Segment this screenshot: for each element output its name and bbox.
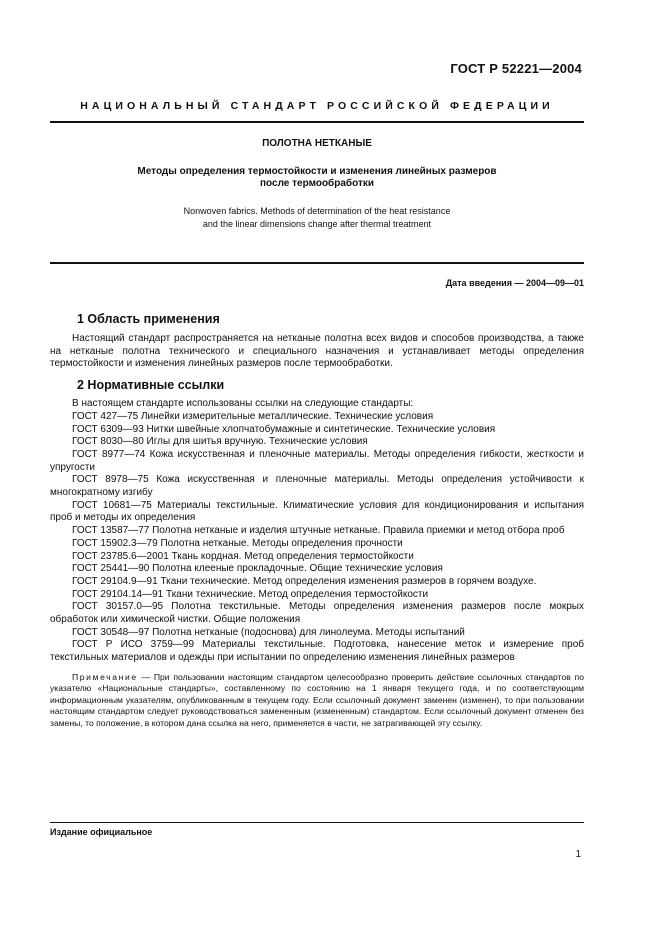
footer-rule: [50, 822, 584, 823]
english-title: [80, 205, 554, 230]
reference-item: ГОСТ 23785.6—2001 Ткань кордная. Метод определения термостойкости: [72, 550, 414, 562]
page-number: 1: [575, 849, 581, 860]
english-title-line-2: and the linear dimensions change after thermal treatment: [202, 218, 432, 229]
section-1-heading: 1 Область применения: [77, 312, 220, 326]
note-text: — При пользовании настоящим стандартом целесообразно проверить действие ссылочных стандартов по указателю «Национальные стандарты», составленному по состоянию на 1 января текущего года, и по соответствующим информационным указателям, опубликованным в текущем году. Если ссылочный документ заменен (изменен), то при пользовании настоящим стандартом следует руководствоваться замененным (измененным) стандартом. Если ссылочный документ отменен без замены, то положение, в котором дана ссылка на него, применяется в части, не затрагивающей эту ссылку.: [50, 671, 584, 728]
document-title: ПОЛОТНА НЕТКАНЫЕ: [262, 138, 372, 149]
note-label: Примечание: [72, 671, 138, 682]
reference-item: ГОСТ 427—75 Линейки измерительные металлические. Технические условия: [72, 410, 434, 422]
reference-item: ГОСТ 6309—93 Нитки швейные хлопчатобумажные и синтетические. Технические условия: [72, 423, 496, 435]
standard-number: ГОСТ Р 52221—2004: [450, 61, 582, 76]
reference-item: ГОСТ 29104.9—91 Ткани технические. Метод определения изменения размеров в горячем воздухе.: [72, 575, 537, 587]
reference-item: ГОСТ 8977—74 Кожа искусственная и пленочные материалы. Методы определения гибкости, жесткости и упругости: [50, 448, 584, 473]
reference-item: ГОСТ 10681—75 Материалы текстильные. Климатические условия для кондиционирования и испытания проб и методы их определения: [50, 499, 584, 524]
references-intro: В настоящем стандарте использованы ссылки на следующие стандарты:: [72, 398, 414, 410]
reference-item: ГОСТ 29104.14—91 Ткани технические. Метод определения термостойкости: [72, 588, 429, 600]
introduction-date: Дата введения — 2004—09—01: [445, 278, 584, 288]
top-rule: [50, 121, 584, 123]
section-1-text: Настоящий стандарт распространяется на нетканые полотна всех видов и способов производства, а также на нетканые полотна технического и специального назначения и устанавливает методы определения термостойкости и изменения линейных размеров после термообработки.: [50, 333, 584, 370]
subtitle-line-2: после термообработки: [260, 178, 374, 189]
middle-rule: [50, 262, 584, 264]
national-standard-banner: НАЦИОНАЛЬНЫЙ СТАНДАРТ РОССИЙСКОЙ ФЕДЕРАЦИИ: [80, 100, 554, 112]
reference-item: ГОСТ 8978—75 Кожа искусственная и пленочные материалы. Методы определения устойчивости к многократному изгибу: [50, 474, 584, 499]
section-2-heading: 2 Нормативные ссылки: [77, 378, 225, 393]
reference-item: ГОСТ 30157.0—95 Полотна текстильные. Методы определения изменения размеров после мокрых обработок или химической чистки. Общие положения: [50, 601, 584, 626]
edition-label: Издание официальное: [50, 827, 153, 837]
reference-item: ГОСТ 15902.3—79 Полотна нетканые. Методы определения прочности: [72, 537, 403, 549]
subtitle-line-1: Методы определения термостойкости и изменения линейных размеров: [137, 166, 497, 177]
reference-item: ГОСТ 25441—90 Полотна клееные прокладочные. Общие технические условия: [72, 563, 443, 575]
reference-item: ГОСТ 8030—80 Иглы для шитья вручную. Технические условия: [72, 436, 368, 448]
reference-item: ГОСТ 30548—97 Полотна нетканые (подоснова) для линолеума. Методы испытаний: [72, 626, 465, 638]
document-body: [50, 311, 584, 729]
reference-item: ГОСТ 13587—77 Полотна нетканые и изделия штучные нетканые. Правила приемки и метод отбора проб: [72, 525, 565, 537]
note-block: [50, 672, 584, 729]
document-subtitle: [80, 166, 554, 190]
reference-item: ГОСТ Р ИСО 3759—99 Материалы текстильные. Подготовка, нанесение меток и измерение проб текстильных материалов и одежды при испытании по определению изменения линейных размеров: [50, 639, 584, 664]
english-title-line-1: Nonwoven fabrics. Methods of determination of the heat resistance: [183, 206, 451, 216]
